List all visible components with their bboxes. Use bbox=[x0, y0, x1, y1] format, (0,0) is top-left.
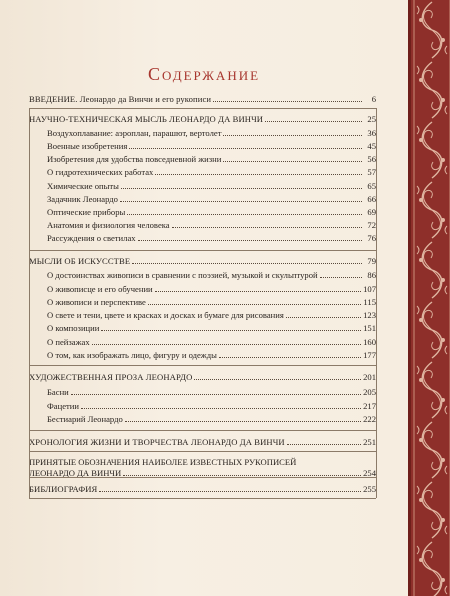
toc-entry-page: 251 bbox=[363, 437, 376, 447]
leader-dots bbox=[148, 303, 362, 305]
toc-item bbox=[47, 153, 376, 165]
toc-entry-page: 201 bbox=[363, 372, 376, 382]
toc-entry-page: 255 bbox=[363, 484, 376, 494]
divider bbox=[29, 477, 376, 478]
leader-dots bbox=[132, 262, 362, 264]
toc-bibliography bbox=[29, 483, 376, 495]
leader-dots bbox=[219, 356, 361, 358]
toc-item bbox=[47, 166, 376, 178]
page-title: Содержание bbox=[147, 64, 261, 84]
leader-dots bbox=[127, 213, 362, 215]
toc-entry-page: 254 bbox=[363, 468, 376, 478]
toc-intro bbox=[29, 93, 376, 105]
divider bbox=[29, 498, 376, 499]
toc-entry-title: О пейзажах bbox=[47, 337, 90, 347]
toc-entry-title: Военные изобретения bbox=[47, 141, 128, 151]
toc-item bbox=[47, 127, 376, 139]
leader-dots bbox=[123, 474, 361, 476]
toc-item bbox=[47, 413, 376, 425]
toc-entry-page: 79 bbox=[367, 256, 376, 266]
toc-entry-page: 86 bbox=[367, 270, 376, 280]
leader-dots bbox=[320, 276, 362, 278]
toc-item bbox=[47, 309, 376, 321]
toc-item bbox=[47, 283, 376, 295]
toc-item bbox=[47, 296, 376, 308]
toc-symbols bbox=[29, 457, 376, 479]
toc-item bbox=[47, 322, 376, 334]
leader-dots bbox=[92, 343, 361, 345]
leader-dots bbox=[172, 226, 362, 228]
toc-entry-page: 36 bbox=[367, 128, 376, 138]
divider bbox=[29, 365, 376, 366]
toc-entry-page: 123 bbox=[363, 310, 376, 320]
toc-entry-page: 177 bbox=[363, 350, 376, 360]
toc-entry-title: НАУЧНО-ТЕХНИЧЕСКАЯ МЫСЛЬ ЛЕОНАРДО ДА ВИНЧИ bbox=[29, 114, 264, 124]
toc-entry-title: Воздухоплавание: аэроплан, парашют, вертолет bbox=[47, 128, 222, 138]
toc-item bbox=[47, 336, 376, 348]
divider bbox=[29, 451, 376, 452]
toc-entry-page: 66 bbox=[367, 194, 376, 204]
toc-item bbox=[47, 400, 376, 412]
toc-item bbox=[47, 219, 376, 231]
toc-entry-page: 6 bbox=[371, 94, 376, 104]
leader-dots bbox=[138, 239, 362, 241]
toc-item bbox=[47, 180, 376, 192]
toc-section-art bbox=[29, 255, 376, 267]
leader-dots bbox=[71, 393, 361, 395]
toc-entry-title: О достоинствах живописи в сравнении с поэзией, музыкой и скульптурой bbox=[47, 270, 318, 280]
toc-entry-page: 222 bbox=[363, 414, 376, 424]
toc-entry-page: 25 bbox=[367, 114, 376, 124]
toc-entry-page: 45 bbox=[367, 141, 376, 151]
toc-entry-title: О композиции bbox=[47, 323, 100, 333]
toc-entry-page: 72 bbox=[367, 220, 376, 230]
toc-entry-title: Бестиарий Леонардо bbox=[47, 414, 123, 424]
divider bbox=[29, 250, 376, 251]
toc-entry-title: Изобретения для удобства повседневной жизни bbox=[47, 154, 222, 164]
leader-dots bbox=[286, 316, 361, 318]
divider bbox=[29, 108, 376, 109]
leader-dots bbox=[101, 329, 361, 331]
toc-entry-title: Химические опыты bbox=[47, 181, 119, 191]
toc-entry-title: Задачник Леонардо bbox=[47, 194, 118, 204]
toc-entry-title: Рассуждения о светилах bbox=[47, 233, 136, 243]
left-rule bbox=[29, 108, 30, 498]
toc-item bbox=[47, 206, 376, 218]
toc-entry-page: 65 bbox=[367, 181, 376, 191]
leader-dots bbox=[155, 173, 362, 175]
toc-entry-page: 160 bbox=[363, 337, 376, 347]
leader-dots bbox=[129, 147, 362, 149]
toc-entry-page: 217 bbox=[363, 401, 376, 411]
leader-dots bbox=[213, 100, 362, 102]
toc-entry-title: Анатомия и физиология человека bbox=[47, 220, 170, 230]
toc-item bbox=[47, 269, 376, 281]
toc-entry-title-line2: ЛЕОНАРДО ДА ВИНЧИ bbox=[29, 468, 122, 478]
toc-entry-title: Басни bbox=[47, 387, 69, 397]
toc-section-prose bbox=[29, 371, 376, 383]
toc-entry-title: О том, как изображать лицо, фигуру и одежды bbox=[47, 350, 217, 360]
leader-dots bbox=[121, 187, 362, 189]
leader-dots bbox=[223, 160, 362, 162]
toc-item bbox=[47, 349, 376, 361]
toc-item bbox=[47, 140, 376, 152]
toc-entry-title: ХУДОЖЕСТВЕННАЯ ПРОЗА ЛЕОНАРДО bbox=[29, 372, 193, 382]
toc-entry-title-line1: ПРИНЯТЫЕ ОБОЗНАЧЕНИЯ НАИБОЛЕЕ ИЗВЕСТНЫХ РУКОПИСЕЙ bbox=[29, 457, 297, 467]
toc-entry-page: 151 bbox=[363, 323, 376, 333]
divider bbox=[29, 430, 376, 431]
toc-entry-title: ВВЕДЕНИЕ. Леонардо да Винчи и его рукописи bbox=[29, 94, 212, 104]
toc-entry-title: О живописце и его обучении bbox=[47, 284, 153, 294]
toc-entry-title: ХРОНОЛОГИЯ ЖИЗНИ И ТВОРЧЕСТВА ЛЕОНАРДО ДА ВИНЧИ bbox=[29, 437, 285, 447]
floral-ornament-icon bbox=[411, 0, 450, 596]
toc-entry-title: МЫСЛИ ОБ ИСКУССТВЕ bbox=[29, 256, 131, 266]
leader-dots bbox=[223, 134, 362, 136]
toc-entry-page: 57 bbox=[367, 167, 376, 177]
ornamental-border bbox=[408, 0, 450, 596]
toc-entry-title: БИБЛИОГРАФИЯ bbox=[29, 484, 98, 494]
toc-entry-page: 69 bbox=[367, 207, 376, 217]
right-rule bbox=[376, 108, 377, 498]
toc-entry-page: 56 bbox=[367, 154, 376, 164]
leader-dots bbox=[125, 420, 361, 422]
toc-entry-page: 76 bbox=[367, 233, 376, 243]
toc-entry-title: О гидротехнических работах bbox=[47, 167, 154, 177]
leader-dots bbox=[287, 443, 361, 445]
leader-dots bbox=[194, 378, 361, 380]
toc-entry-page: 115 bbox=[363, 297, 376, 307]
leader-dots bbox=[155, 290, 361, 292]
leader-dots bbox=[81, 407, 361, 409]
toc-entry-page: 205 bbox=[363, 387, 376, 397]
toc-entry-title: Оптические приборы bbox=[47, 207, 126, 217]
toc-item bbox=[47, 193, 376, 205]
toc-entry-title: О свете и тени, цвете и красках и досках и бумаге для рисования bbox=[47, 310, 284, 320]
leader-dots bbox=[120, 200, 362, 202]
toc-item bbox=[47, 386, 376, 398]
toc-chronology bbox=[29, 436, 376, 448]
toc-entry-page: 107 bbox=[363, 284, 376, 294]
toc-item bbox=[47, 232, 376, 244]
toc-entry-title: О живописи и перспективе bbox=[47, 297, 146, 307]
toc-entry-title: Фацетии bbox=[47, 401, 79, 411]
leader-dots bbox=[265, 120, 362, 122]
leader-dots bbox=[99, 490, 361, 492]
toc-section-science bbox=[29, 113, 376, 125]
